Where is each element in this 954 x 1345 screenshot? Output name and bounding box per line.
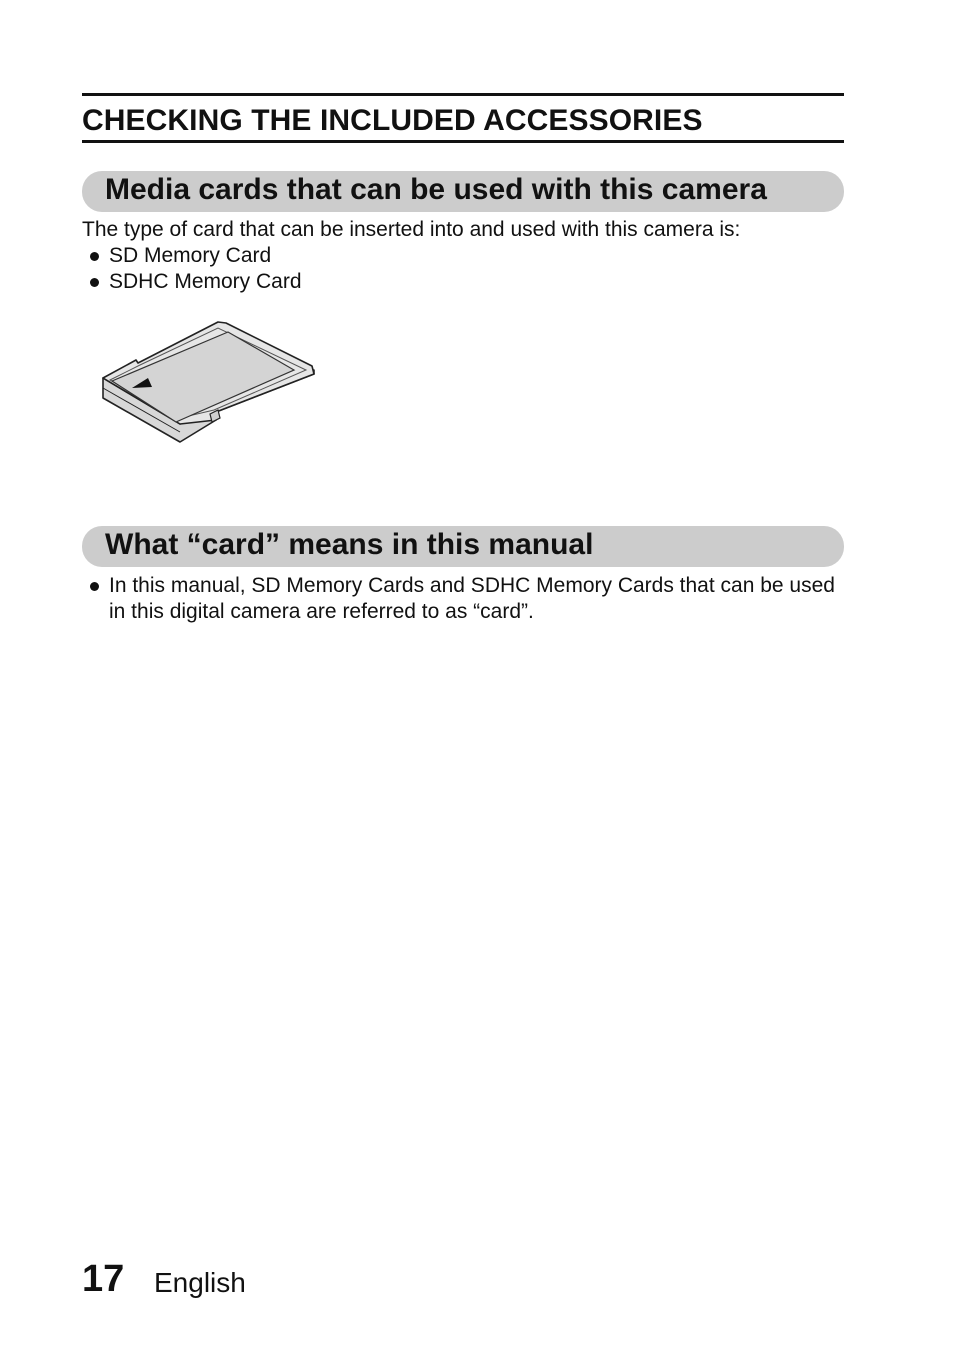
- section-title-media-cards: Media cards that can be used with this camera: [105, 173, 767, 206]
- section-heading-card-meaning: [82, 526, 844, 567]
- card-type-list: [82, 243, 302, 295]
- page-number: 17: [82, 1258, 125, 1300]
- list-item: SDHC Memory Card: [82, 269, 302, 295]
- card-type-intro: The type of card that can be inserted into and used with this camera is:: [82, 218, 741, 241]
- sd-card-illustration-icon: [100, 320, 316, 446]
- page-language: English: [154, 1267, 246, 1298]
- page-title: CHECKING THE INCLUDED ACCESSORIES: [82, 104, 703, 137]
- list-item: In this manual, SD Memory Cards and SDHC Memory Cards that can be used in this digital camera are referred to as “card”.: [82, 573, 842, 625]
- bullet-icon: [90, 278, 99, 287]
- list-item: SD Memory Card: [82, 243, 302, 269]
- section-heading-media-cards: [82, 171, 844, 212]
- page-header: [82, 93, 844, 143]
- bullet-icon: [90, 582, 99, 591]
- section-title-card-meaning: What “card” means in this manual: [105, 528, 594, 561]
- bullet-icon: [90, 252, 99, 261]
- card-meaning-list: [82, 573, 842, 625]
